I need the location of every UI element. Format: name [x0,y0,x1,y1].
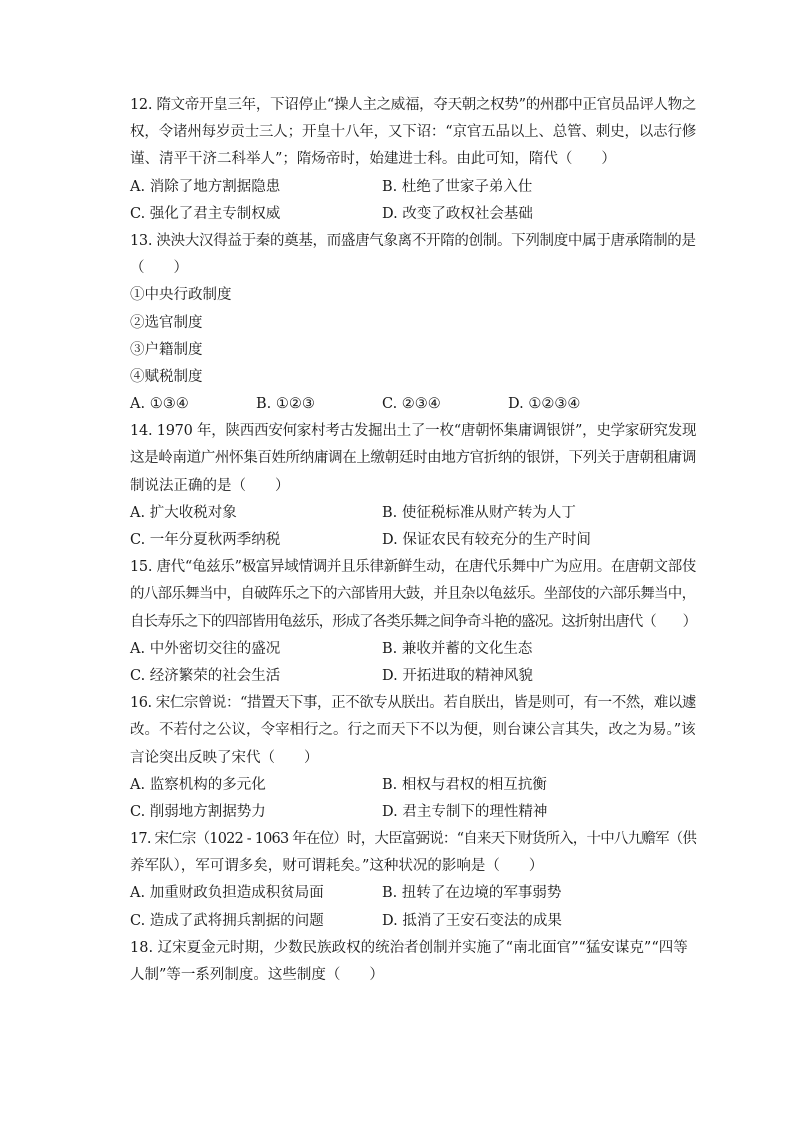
answer-option[interactable]: B. 扭转了在边境的军事弱势 [382,885,562,902]
options-row [130,527,696,554]
answer-option[interactable]: C. 一年分夏秋两季纳税 [130,532,281,548]
question-13 [130,228,696,418]
answer-option[interactable]: B. 相权与君权的相互抗衡 [382,776,547,793]
question-text-line: ③户籍制度 [130,341,203,358]
answer-option[interactable]: B. 杜绝了世家子弟入仕 [382,178,533,195]
question-text-line: 人制”等一系列制度。这些制度（ ） [130,967,384,983]
answer-option[interactable]: B. 兼收并蓄的文化生态 [382,640,533,657]
question-14 [130,418,696,554]
question-text-line: 16. 宋仁宗曾说：“措置天下事，正不欲专从朕出。若自朕出，皆是则可，有一不然，难以遽 [130,695,696,712]
question-text-line: 17. 宋仁宗（1022 - 1063 年在位）时，大臣富弼说：“自来天下财货所入，十中八九赡军（供 [130,831,697,848]
answer-option[interactable]: B. ①②③ [256,396,315,413]
options-row [130,201,696,228]
answer-option[interactable]: C. ②③④ [382,396,441,413]
answer-option[interactable]: A. 监察机构的多元化 [130,776,266,793]
question-text-line: 自长寿乐之下的四部皆用龟兹乐，形成了各类乐舞之间争奇斗艳的盛况。这折射出唐代（ ） [130,613,697,630]
answer-option[interactable]: D. 君主专制下的理性精神 [382,803,548,820]
question-18 [130,935,696,989]
answer-option[interactable]: A. 中外密切交往的盛况 [130,640,281,657]
question-text-line: 13. 泱泱大汉得益于秦的奠基，而盛唐气象离不开隋的创制。下列制度中属于唐承隋制的是 [130,232,696,249]
question-text-line: （ ） [130,260,188,277]
question-16 [130,690,696,826]
answer-option[interactable]: A. 扩大收税对象 [130,504,237,521]
answer-option[interactable]: C. 经济繁荣的社会生活 [130,667,281,684]
options-row [130,500,696,527]
question-text-line: 的八部乐舞当中，自破阵乐之下的六部皆用大鼓，并且杂以龟兹乐。坐部伎的六部乐舞当中， [130,586,696,603]
options-row [130,174,696,201]
question-15 [130,554,696,690]
answer-option[interactable]: D. 抵消了王安石变法的成果 [382,912,562,929]
question-text-line: 这是岭南道广州怀集百姓所纳庸调在上缴朝廷时由地方官折纳的银饼，下列关于唐朝租庸调 [130,450,696,467]
question-text-line: 18. 辽宋夏金元时期，少数民族政权的统治者创制并实施了“南北面官”“猛安谋克”“四等 [130,939,688,956]
options-row [130,880,696,907]
options-row [130,391,696,418]
answer-option[interactable]: D. 保证农民有较充分的生产时间 [382,532,591,548]
question-text-line: 15. 唐代“龟兹乐”极富异域情调并且乐律新鲜生动，在唐代乐舞中广为应用。在唐朝文部伎 [130,559,697,576]
question-17 [130,826,696,935]
question-text-line: 言论突出反映了宋代（ ） [130,749,319,766]
answer-option[interactable]: B. 使征税标准从财产转为人丁 [382,504,576,521]
question-text-line: 制说法正确的是（ ） [130,477,290,494]
question-text-line: ④赋税制度 [130,368,203,385]
answer-option[interactable]: C. 造成了武将拥兵割据的问题 [130,912,324,929]
answer-option[interactable]: D. ①②③④ [508,396,581,413]
options-row [130,772,696,799]
question-text-line: ②选官制度 [130,314,203,331]
options-row [130,663,696,690]
question-text-line: 12. 隋文帝开皇三年，下诏停止“操人主之威福，夺天朝之权势”的州郡中正官员品评人物之 [130,97,697,113]
options-row [130,908,696,935]
answer-option[interactable]: A. 加重财政负担造成积贫局面 [130,885,324,902]
question-list [130,92,696,989]
question-text-line: 14. 1970 年，陕西西安何家村考古发掘出土了一枚“唐朝怀集庸调银饼”，史学家研究发现 [130,423,697,440]
options-row [130,799,696,826]
answer-option[interactable]: A. ①③④ [130,396,189,413]
answer-option[interactable]: D. 开拓进取的精神风貌 [382,667,533,684]
question-text-line: 养军队），军可谓多矣，财可谓耗矣。”这种状况的影响是（ ） [130,858,544,875]
answer-option[interactable]: A. 消除了地方割据隐患 [130,178,281,195]
options-row [130,636,696,663]
answer-option[interactable]: C. 削弱地方割据势力 [130,803,266,820]
question-text-line: ①中央行政制度 [130,287,232,304]
question-text-line: 改。不若付之公议，令宰相行之。行之而天下不以为便，则台谏公言其失，改之为易。”该 [130,722,696,739]
question-12 [130,92,696,228]
answer-option[interactable]: C. 强化了君主专制权威 [130,205,281,222]
question-text-line: 权，令诸州每岁贡士三人；开皇十八年，又下诏：“京官五品以上、总管、刺史，以志行修 [130,124,697,141]
question-text-line: 谨、清平干济二科举人”；隋炀帝时，始建进士科。由此可知，隋代（ ） [130,151,616,168]
answer-option[interactable]: D. 改变了政权社会基础 [382,205,533,222]
